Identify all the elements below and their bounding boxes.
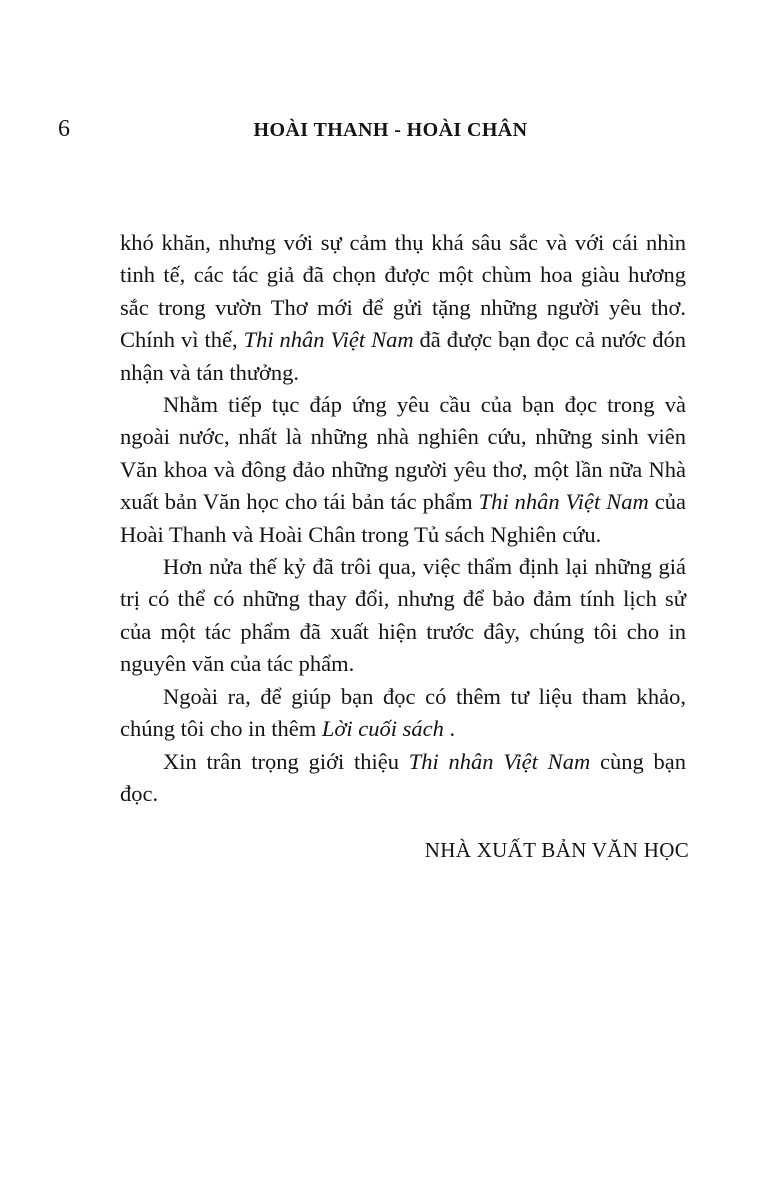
text-segment: Xin trân trọng giới thiệu bbox=[163, 748, 409, 774]
text-segment: cùng bạn đọc. bbox=[120, 748, 686, 806]
running-header: HOÀI THANH - HOÀI CHÂN bbox=[253, 119, 528, 141]
text-segment: Nhằm tiếp tục đáp ứng yêu cầu của bạn đọc trong và ngoài nước, nhất là những nhà nghiên cứu, những sinh viên Văn khoa và đông đảo những người yêu thơ, một lần nữa Nhà xuất bản Văn học cho tái bản tác phẩm bbox=[120, 392, 686, 515]
book-title-italic: Thi nhân Việt Nam bbox=[478, 489, 649, 515]
text-segment: khó khăn, nhưng với sự cảm thụ khá sâu sắc và với cái nhìn tinh tế, các tác giả đã chọn được một chùm hoa giàu hương sắc trong vườn Thơ mới để gửi tặng những người yêu thơ. Chính vì thế, bbox=[120, 230, 686, 353]
text-segment: Hơn nửa thế kỷ đã trôi qua, việc thẩm định lại những giá trị có thể có những thay đổi, nhưng để bảo đảm tính lịch sử của một tác phẩm đã xuất hiện trước đây, chúng tôi cho in nguyên văn của tác phẩm. bbox=[120, 554, 686, 677]
paragraph-4 bbox=[120, 681, 686, 746]
book-title-italic: Thi nhân Việt Nam bbox=[243, 327, 414, 353]
body-text bbox=[120, 227, 686, 810]
text-segment: . bbox=[443, 716, 456, 742]
section-title-italic: Lời cuối sách bbox=[321, 716, 444, 742]
text-segment: của Hoài Thanh và Hoài Chân trong Tủ sách Nghiên cứu. bbox=[120, 489, 686, 547]
paragraph-5 bbox=[120, 746, 686, 811]
page-number: 6 bbox=[58, 116, 70, 142]
text-segment: đã được bạn đọc cả nước đón nhận và tán thưởng. bbox=[120, 327, 687, 385]
paragraph-2 bbox=[120, 389, 686, 551]
text-segment: Ngoài ra, để giúp bạn đọc có thêm tư liệu tham khảo, chúng tôi cho in thêm bbox=[120, 683, 686, 742]
paragraph-1 bbox=[120, 227, 686, 389]
publisher-signature: NHÀ XUẤT BẢN VĂN HỌC bbox=[424, 838, 689, 862]
book-title-italic: Thi nhân Việt Nam bbox=[408, 748, 591, 774]
paragraph-3 bbox=[120, 551, 686, 681]
